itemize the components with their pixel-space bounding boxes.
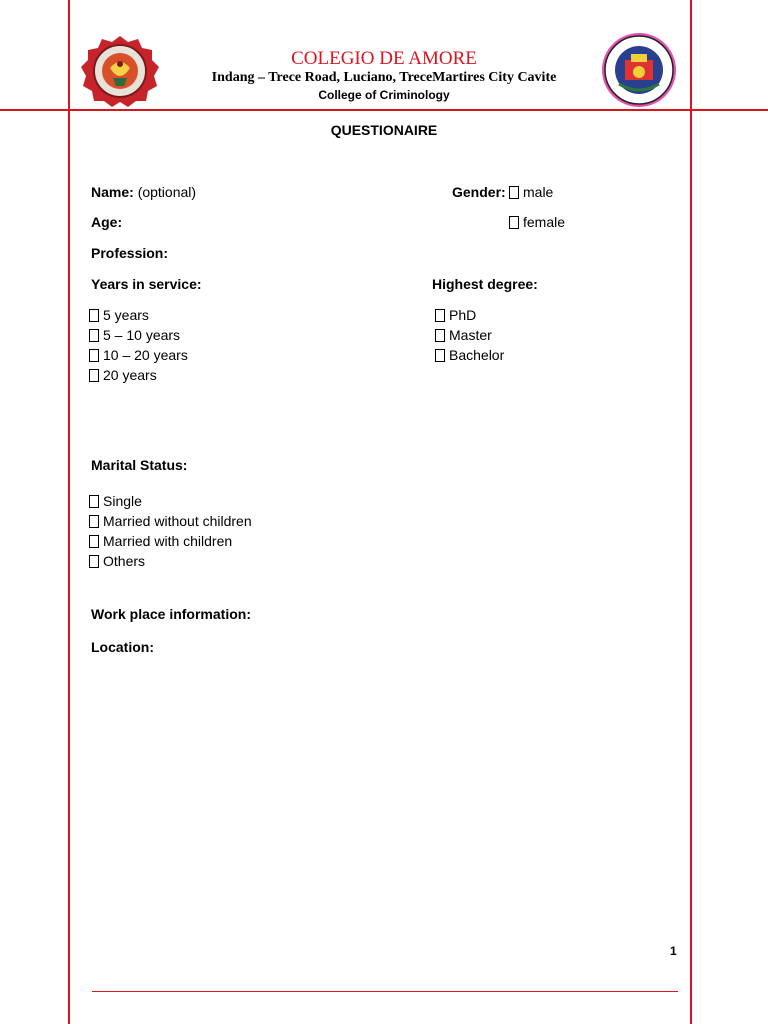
workplace-label: Work place information: [91,606,251,622]
option-label: PhD [449,307,477,323]
right-margin-line [690,0,692,1024]
checkbox[interactable] [89,515,99,528]
marital-option[interactable] [89,511,252,531]
gender-label: Gender: [452,184,506,200]
years-options [89,305,188,385]
marital-option[interactable] [89,551,252,571]
school-name: COLEGIO DE AMORE [291,48,477,69]
header-divider [0,109,768,111]
option-label: 5 – 10 years [103,327,181,343]
checkbox[interactable] [435,329,445,342]
checkbox[interactable] [89,495,99,508]
years-option[interactable] [89,365,188,385]
name-field [91,184,196,200]
checkbox[interactable] [89,309,99,322]
degree-option[interactable] [435,325,504,345]
years-option[interactable] [89,345,188,365]
school-address: Indang – Trece Road, Luciano, TreceMartires City Cavite [211,70,557,85]
checkbox[interactable] [89,369,99,382]
location-label: Location: [91,639,154,655]
profession-label: Profession: [91,245,169,261]
years-option[interactable] [89,325,188,345]
footer-divider [92,991,678,992]
document-title: QUESTIONAIRE [330,122,438,138]
degree-option[interactable] [435,345,504,365]
years-option[interactable] [89,305,188,325]
checkbox[interactable] [89,349,99,362]
gender-option-female[interactable] [509,212,565,232]
checkbox[interactable] [509,186,519,199]
option-label: Bachelor [449,347,505,363]
option-label: Married without children [103,513,252,529]
checkbox[interactable] [435,349,445,362]
marital-option[interactable] [89,491,252,511]
left-margin-line [68,0,70,1024]
name-label: Name: [91,184,134,200]
checkbox[interactable] [89,535,99,548]
college-name: College of Criminology [318,88,450,102]
marital-options [89,491,252,571]
checkbox[interactable] [435,309,445,322]
checkbox[interactable] [89,329,99,342]
option-label: Others [103,553,146,569]
marital-label: Marital Status: [91,457,188,473]
gender-option-label: female [523,214,566,230]
checkbox[interactable] [509,216,519,229]
option-label: 10 – 20 years [103,347,188,363]
degree-options [435,305,504,365]
age-label: Age: [91,214,123,230]
option-label: Married with children [103,533,233,549]
gender-option-label: male [523,184,554,200]
years-label: Years in service: [91,276,202,292]
page-number: 1 [670,944,677,958]
option-label: Master [449,327,492,343]
marital-option[interactable] [89,531,252,551]
option-label: Single [103,493,142,509]
degree-option[interactable] [435,305,504,325]
degree-label: Highest degree: [432,276,538,292]
option-label: 20 years [103,367,157,383]
gender-option-male[interactable] [509,182,553,202]
checkbox[interactable] [89,555,99,568]
option-label: 5 years [103,307,149,323]
name-note: (optional) [137,184,197,200]
